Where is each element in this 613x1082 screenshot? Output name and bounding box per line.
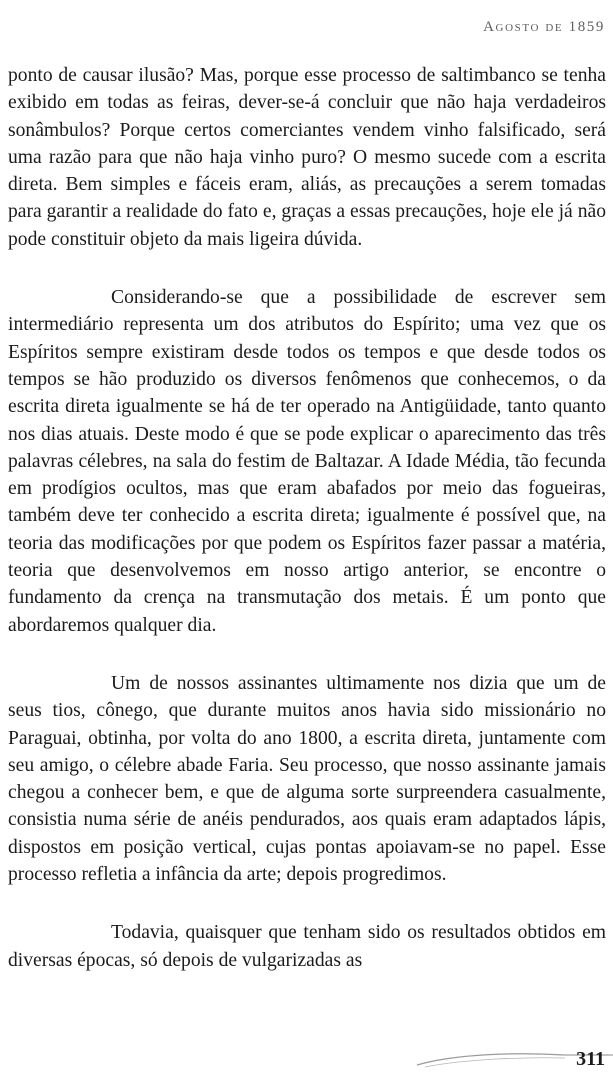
page-number: 311 [576, 1048, 605, 1070]
running-header: Agosto de 1859 [483, 19, 605, 35]
paragraph-4: Todavia, quaisquer que tenham sido os resultados obtidos em diversas épocas, só depois de vulgarizadas as [8, 922, 606, 971]
page-body [8, 62, 606, 1005]
paragraph-1: ponto de causar ilusão? Mas, porque esse processo de saltimbanco se tenha exibido em todas as feiras, dever-se-á concluir que não haja verdadeiros sonâmbulos? Porque certos comerciantes vendem vinho falsificado, será uma razão para que não haja vinho puro? O mesmo sucede com a escrita direta. Bem simples e fáceis eram, aliás, as precauções a serem tomadas para garantir a realidade do fato e, graças a essas precauções, hoje ele já não pode constituir objeto da mais ligeira dúvida. [8, 65, 606, 250]
paragraph-3: Um de nossos assinantes ultimamente nos dizia que um de seus tios, cônego, que durante muitos anos havia sido missionário no Paraguai, obtinha, por volta do ano 1800, a escrita direta, juntamente com seu amigo, o célebre abade Faria. Seu processo, que nosso assinante jamais chegou a conhecer bem, e que de alguma sorte surpreendera casualmente, consistia numa série de anéis pendurados, aos quais eram adaptados lápis, dispostos em posição vertical, cujas pontas apoiavam-se no papel. Esse processo refletia a infância da arte; depois progredimos. [8, 672, 606, 886]
paragraph-2: Considerando-se que a possibilidade de escrever sem intermediário representa um dos atributos do Espírito; uma vez que os Espíritos sempre existiram desde todos os tempos e que desde todos os tempos se hão produzido os diversos fenômenos que conhecemos, o da escrita direta igualmente se há de ter operado na Antigüidade, tanto quanto nos dias atuais. Deste modo é que se pode explicar o aparecimento das três palavras célebres, na sala do festim de Baltazar. A Idade Média, tão fecunda em prodígios ocultos, mas que eram abafados por meio das fogueiras, também deve ter conhecido a escrita direta; igualmente é possível que, na teoria das modificações por que podem os Espíritos fazer passar a matéria, teoria que desenvolvemos em nosso artigo anterior, se encontre o fundamento da crença na transmutação dos metais. É um ponto que abordaremos qualquer dia. [8, 287, 606, 636]
page-footer [0, 1042, 613, 1082]
